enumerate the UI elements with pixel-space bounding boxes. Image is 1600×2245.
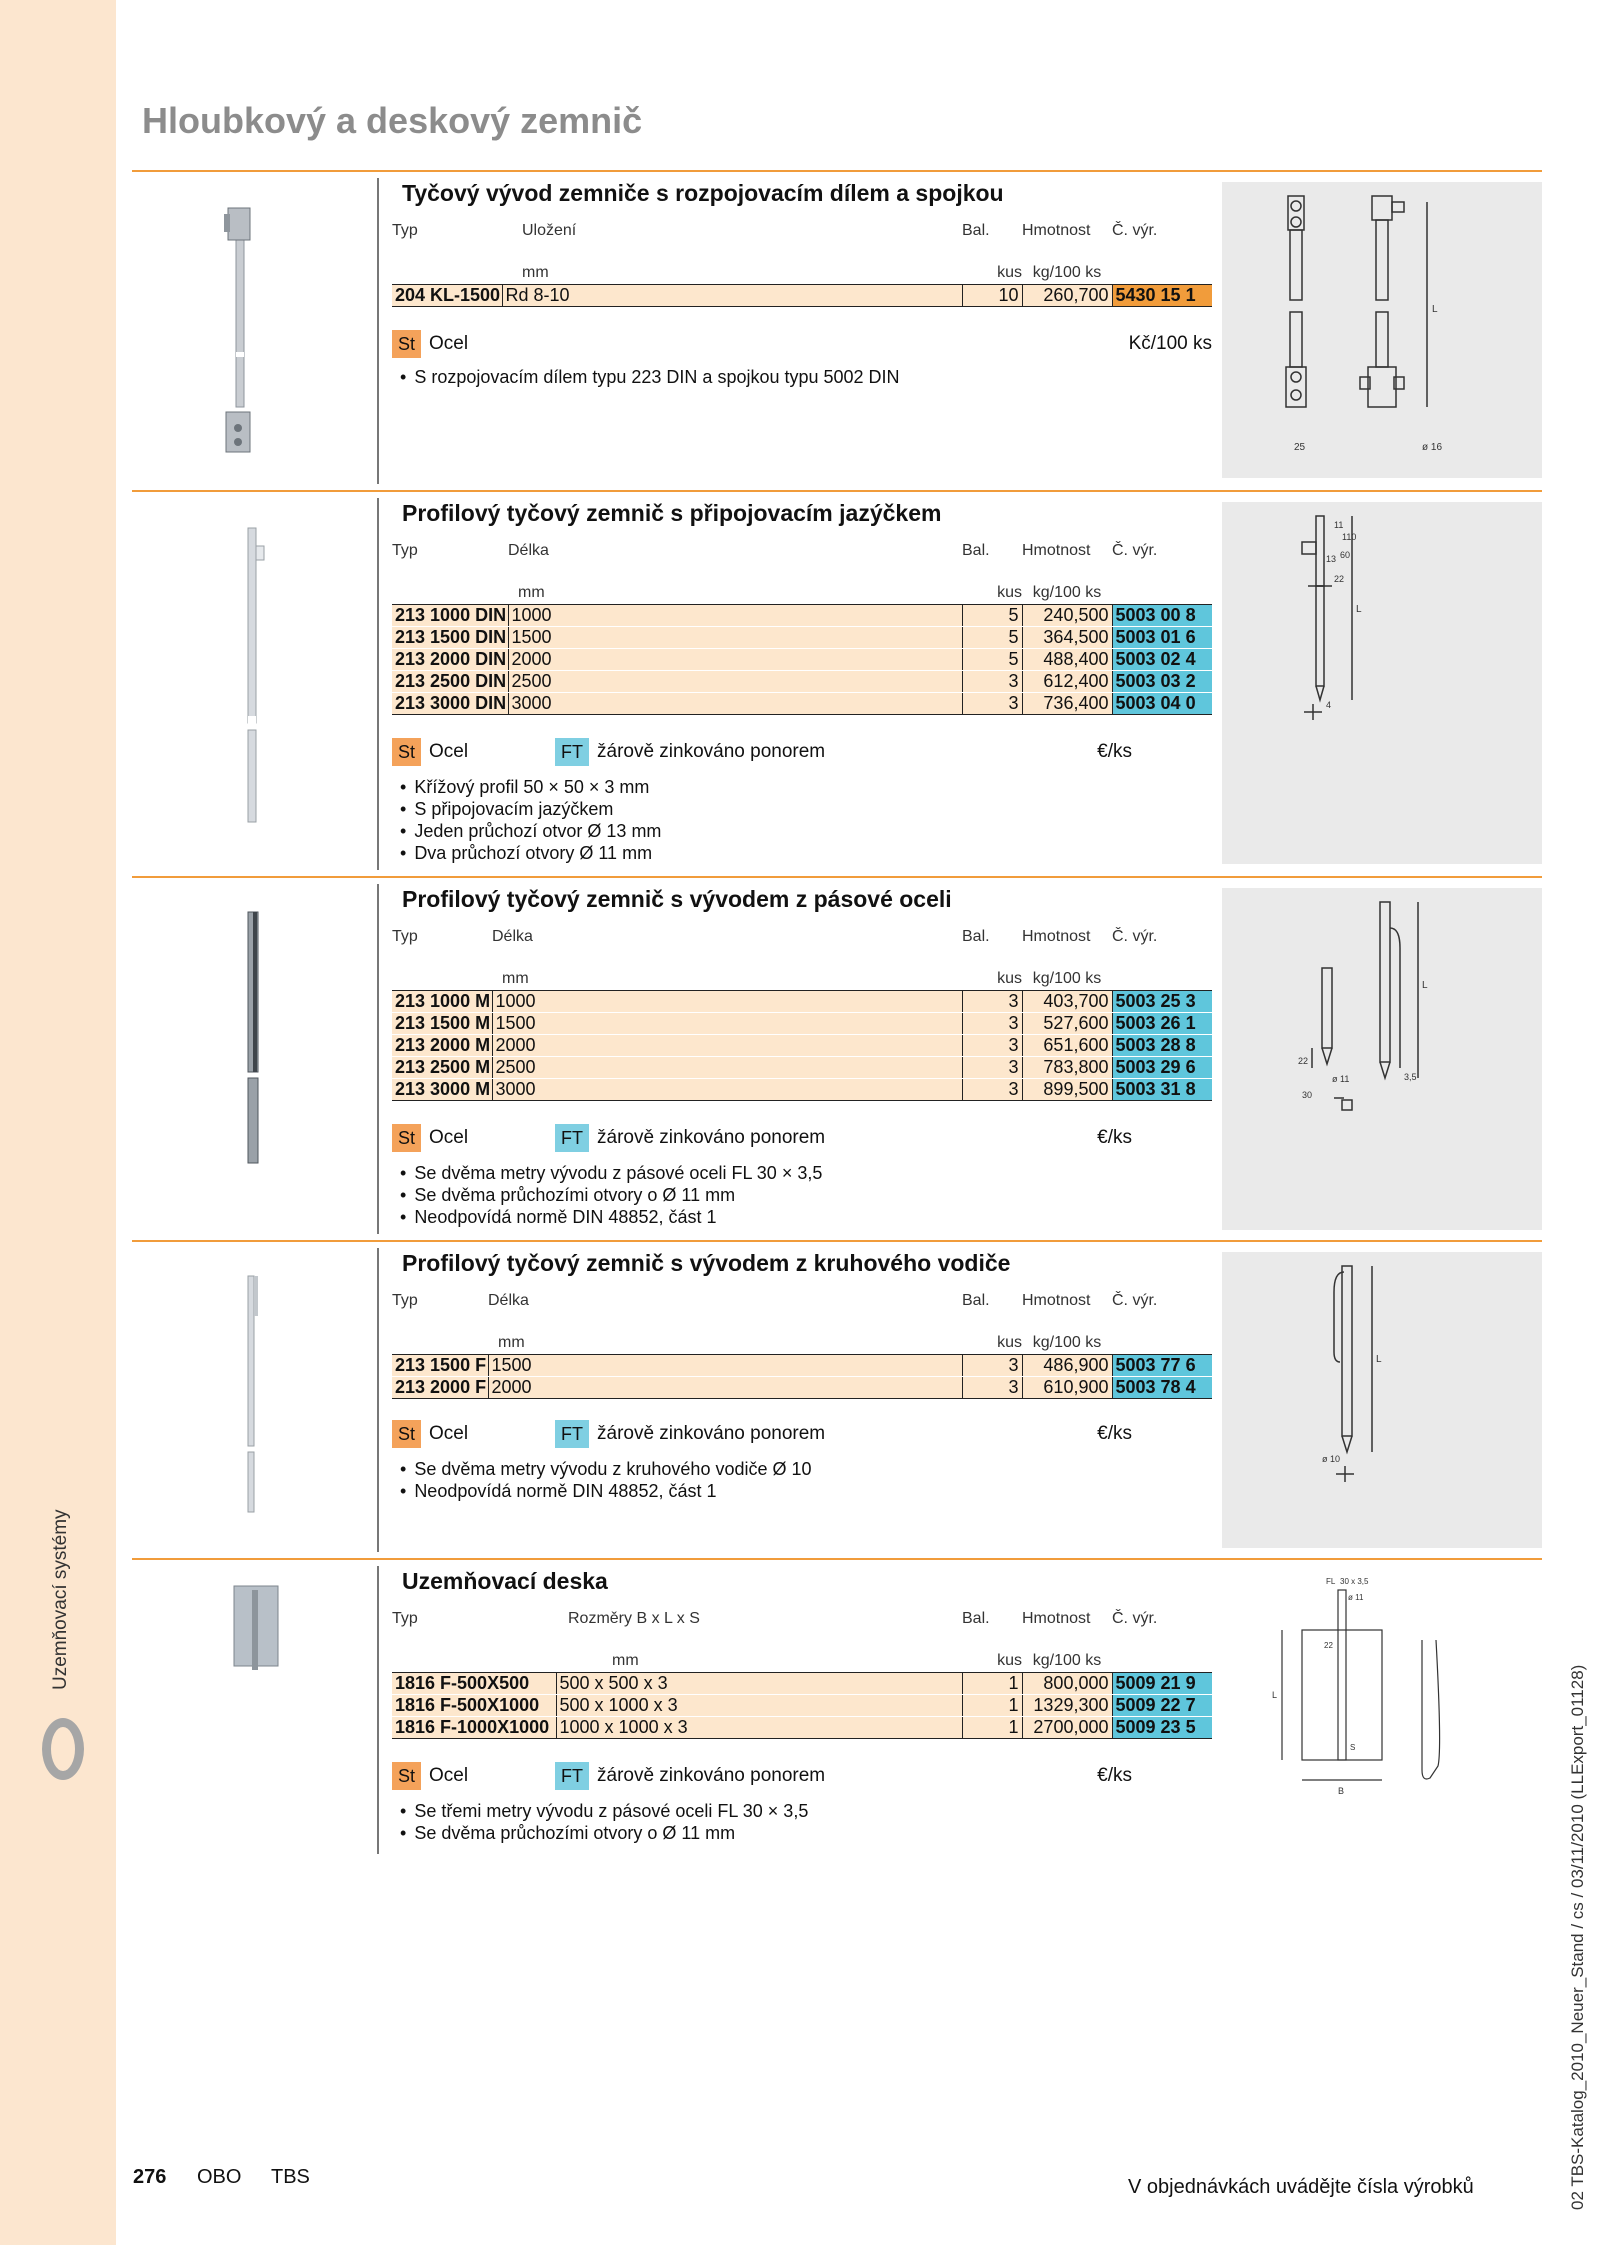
material-st-badge: St: [392, 738, 421, 766]
header-weight: Hmotnost: [1022, 1292, 1091, 1309]
list-item: • Se dvěma metry vývodu z pásové oceli FL 30 × 3,5: [392, 1162, 822, 1184]
section-divider-line: [377, 884, 379, 1234]
unit-article: [1112, 582, 1212, 604]
product-section-5: [132, 1558, 1542, 1858]
section-title: Profilový tyčový zemnič s vývodem z pásové oceli: [402, 886, 952, 912]
unit-article: [1112, 262, 1212, 284]
table-row: [392, 626, 1212, 648]
cell-weight: 800,000: [1022, 1672, 1112, 1694]
drawing-rod-strip: [1222, 888, 1542, 1230]
price-unit: €/ks: [1097, 1423, 1132, 1444]
drawing-rod-wire: [1222, 1252, 1542, 1548]
cell-weight: 486,900: [1022, 1354, 1112, 1376]
table-row: [392, 1078, 1212, 1100]
drawing-label: 11: [1334, 520, 1344, 530]
drawing-label: ø 10: [1322, 1454, 1341, 1464]
cell-value: 500 x 1000 x 3: [556, 1694, 962, 1716]
header-value: Uložení: [522, 222, 577, 239]
footer-brand: OBO: [197, 2166, 242, 2188]
table-row: [392, 604, 1212, 626]
cell-typ: 213 1000 M: [392, 990, 492, 1012]
cell-value: 1000 x 1000 x 3: [556, 1716, 962, 1738]
cell-value: Rd 8-10: [502, 284, 962, 306]
list-item: • Neodpovídá normě DIN 48852, část 1: [392, 1206, 822, 1228]
unit-bal: kus: [962, 262, 1022, 284]
cell-article: 5009 23 5: [1112, 1716, 1212, 1738]
section-title: Profilový tyčový zemnič s připojovacím jazýčkem: [402, 500, 942, 526]
product-table-2: [392, 536, 1212, 715]
technical-drawing-1: [1222, 182, 1542, 478]
page-title: Hloubkový a deskový zemnič: [142, 100, 643, 141]
cell-weight: 1329,300: [1022, 1694, 1112, 1716]
table-row: [392, 648, 1212, 670]
technical-drawing-2: [1222, 502, 1542, 864]
cell-weight: 260,700: [1022, 284, 1112, 306]
cell-typ: 213 2000 F: [392, 1376, 488, 1398]
unit-value: mm: [508, 582, 962, 604]
footer-order-note: V objednávkách uvádějte čísla výrobků: [1128, 2176, 1474, 2198]
unit-value: mm: [492, 968, 962, 990]
unit-bal: kus: [962, 1650, 1022, 1672]
cell-article: 5003 03 2: [1112, 670, 1212, 692]
section-divider-line: [377, 1566, 379, 1854]
cell-value: 2500: [508, 670, 962, 692]
drawing-label: FL: [1326, 1577, 1336, 1586]
cell-weight: 610,900: [1022, 1376, 1112, 1398]
cell-weight: 612,400: [1022, 670, 1112, 692]
material-st-badge: St: [392, 1124, 421, 1152]
header-typ: Typ: [392, 222, 418, 239]
cell-value: 1500: [492, 1012, 962, 1034]
unit-typ: [392, 582, 508, 604]
unit-weight: kg/100 ks: [1022, 968, 1112, 990]
list-item: • Neodpovídá normě DIN 48852, část 1: [392, 1480, 812, 1502]
table-row: [392, 1034, 1212, 1056]
drawing-label: ø 11: [1332, 1074, 1350, 1084]
material-st-label: Ocel: [429, 1423, 469, 1444]
cell-article: 5009 22 7: [1112, 1694, 1212, 1716]
material-st-badge: St: [392, 1420, 421, 1448]
technical-drawing-3: [1222, 888, 1542, 1230]
cell-article: 5003 00 8: [1112, 604, 1212, 626]
cell-value: 3000: [492, 1078, 962, 1100]
table-row: [392, 1376, 1212, 1398]
product-photo-3: [132, 878, 378, 1238]
feature-list: [392, 1162, 822, 1228]
cell-typ: 213 2000 M: [392, 1034, 492, 1056]
price-unit: €/ks: [1097, 1765, 1132, 1786]
cell-value: 2000: [508, 648, 962, 670]
drawing-label: L: [1272, 1690, 1278, 1700]
cell-weight: 527,600: [1022, 1012, 1112, 1034]
list-item: • Se dvěma průchozími otvory o Ø 11 mm: [392, 1184, 822, 1206]
unit-bal: kus: [962, 1332, 1022, 1354]
list-item: • S rozpojovacím dílem typu 223 DIN a spojkou typu 5002 DIN: [392, 366, 900, 388]
cell-bal: 1: [962, 1716, 1022, 1738]
left-color-strip: [0, 0, 116, 2245]
cell-article: 5003 29 6: [1112, 1056, 1212, 1078]
unit-weight: kg/100 ks: [1022, 1332, 1112, 1354]
header-typ: Typ: [392, 1292, 418, 1309]
cell-weight: 736,400: [1022, 692, 1112, 714]
cell-article: 5003 04 0: [1112, 692, 1212, 714]
drawing-rod-clamp: [1222, 182, 1542, 478]
header-typ: Typ: [392, 1610, 418, 1627]
cell-weight: 403,700: [1022, 990, 1112, 1012]
drawing-label: 22: [1334, 574, 1345, 584]
price-unit: €/ks: [1097, 741, 1132, 762]
cell-article: 5003 78 4: [1112, 1376, 1212, 1398]
page-number: 276: [133, 2166, 167, 2188]
header-weight: Hmotnost: [1022, 222, 1091, 239]
unit-weight: kg/100 ks: [1022, 582, 1112, 604]
cell-article: 5009 21 9: [1112, 1672, 1212, 1694]
table-row: [392, 990, 1212, 1012]
cell-article: 5003 28 8: [1112, 1034, 1212, 1056]
list-item: • S připojovacím jazýčkem: [392, 798, 661, 820]
header-bal: Bal.: [962, 1610, 990, 1627]
table-row: [392, 1672, 1212, 1694]
product-photo-cross-profile-rod: [132, 492, 378, 872]
cell-value: 3000: [508, 692, 962, 714]
drawing-label: B: [1338, 1786, 1345, 1796]
product-table-3: [392, 922, 1212, 1101]
unit-value: mm: [556, 1650, 962, 1672]
product-photo-1: [132, 172, 378, 488]
technical-drawing-4: [1222, 1252, 1542, 1548]
table-row: [392, 1056, 1212, 1078]
cell-article: 5003 02 4: [1112, 648, 1212, 670]
drawing-label: 30 x 3,5: [1340, 1577, 1369, 1586]
cell-typ: 213 1500 F: [392, 1354, 488, 1376]
header-weight: Hmotnost: [1022, 928, 1091, 945]
drawing-label: 60: [1340, 550, 1351, 560]
cell-typ: 213 2000 DIN: [392, 648, 508, 670]
cell-bal: 5: [962, 604, 1022, 626]
cell-bal: 3: [962, 1012, 1022, 1034]
drawing-label: L: [1356, 604, 1362, 615]
obo-ring-logo: [42, 1718, 84, 1780]
cell-value: 1500: [508, 626, 962, 648]
drawing-label: 13: [1326, 554, 1337, 564]
unit-value: mm: [488, 1332, 962, 1354]
side-section-label: Uzemňovací systémy: [50, 1509, 71, 1690]
cell-weight: 488,400: [1022, 648, 1112, 670]
cell-article: 5003 25 3: [1112, 990, 1212, 1012]
section-divider-line: [377, 1248, 379, 1552]
cell-typ: 1816 F-1000X1000: [392, 1716, 556, 1738]
material-ft-label: žárově zinkováno ponorem: [597, 1765, 826, 1786]
cell-value: 1000: [492, 990, 962, 1012]
header-bal: Bal.: [962, 222, 990, 239]
table-row: [392, 1694, 1212, 1716]
cell-weight: 240,500: [1022, 604, 1112, 626]
drawing-label: 30: [1302, 1090, 1313, 1100]
cell-bal: 3: [962, 670, 1022, 692]
list-item: • Se dvěma průchozími otvory o Ø 11 mm: [392, 1822, 808, 1844]
material-ft-label: žárově zinkováno ponorem: [597, 1127, 826, 1148]
header-value: Délka: [488, 1292, 529, 1309]
material-ft-label: žárově zinkováno ponorem: [597, 741, 826, 762]
cell-weight: 364,500: [1022, 626, 1112, 648]
product-table-5: [392, 1604, 1212, 1739]
unit-typ: [392, 1650, 556, 1672]
section-divider-line: [377, 178, 379, 484]
header-bal: Bal.: [962, 1292, 990, 1309]
drawing-label: ø 11: [1348, 1593, 1364, 1602]
header-value: Rozměry B x L x S: [568, 1610, 700, 1627]
header-typ: Typ: [392, 928, 418, 945]
unit-value: mm: [502, 262, 962, 284]
material-ft-badge: FT: [555, 1124, 589, 1152]
header-value: Délka: [492, 928, 533, 945]
header-bal: Bal.: [962, 928, 990, 945]
cell-value: 500 x 500 x 3: [556, 1672, 962, 1694]
header-article: Č. výr.: [1112, 1610, 1158, 1627]
material-st-badge: St: [392, 330, 421, 358]
cell-typ: 204 KL-1500: [392, 284, 502, 306]
list-item: • Jeden průchozí otvor Ø 13 mm: [392, 820, 661, 842]
price-unit: Kč/100 ks: [1128, 333, 1212, 354]
product-photo-rod-with-wire: [132, 1242, 378, 1558]
cell-typ: 213 2500 DIN: [392, 670, 508, 692]
material-st-label: Ocel: [429, 333, 469, 354]
unit-typ: [392, 1332, 488, 1354]
drawing-label: 22: [1298, 1056, 1309, 1066]
cell-bal: 3: [962, 1376, 1022, 1398]
drawing-label: S: [1350, 1743, 1356, 1752]
cell-bal: 1: [962, 1694, 1022, 1716]
list-item: • Se třemi metry vývodu z pásové oceli FL 30 × 3,5: [392, 1800, 808, 1822]
section-title: Tyčový vývod zemniče s rozpojovacím dílem a spojkou: [402, 180, 1004, 206]
drawing-label: 22: [1324, 1641, 1333, 1650]
cell-bal: 3: [962, 1078, 1022, 1100]
material-row: [392, 330, 1212, 358]
list-item: • Křížový profil 50 × 50 × 3 mm: [392, 776, 661, 798]
header-article: Č. výr.: [1112, 222, 1158, 239]
header-article: Č. výr.: [1112, 1292, 1158, 1309]
header-weight: Hmotnost: [1022, 542, 1091, 559]
cell-article: 5003 77 6: [1112, 1354, 1212, 1376]
cell-typ: 213 1500 DIN: [392, 626, 508, 648]
product-photo-4: [132, 1242, 378, 1556]
cell-article: 5430 15 1: [1112, 284, 1212, 306]
price-unit: €/ks: [1097, 1127, 1132, 1148]
cell-bal: 5: [962, 626, 1022, 648]
product-photo-rod-with-clamp: [132, 172, 378, 472]
unit-bal: kus: [962, 968, 1022, 990]
header-typ: Typ: [392, 542, 418, 559]
product-photo-2: [132, 492, 378, 874]
product-section-4: [132, 1240, 1542, 1556]
material-row: [392, 1762, 1212, 1790]
header-article: Č. výr.: [1112, 542, 1158, 559]
drawing-label: L: [1432, 304, 1438, 315]
drawing-label: L: [1376, 1354, 1382, 1365]
cell-weight: 2700,000: [1022, 1716, 1112, 1738]
material-st-label: Ocel: [429, 741, 469, 762]
material-ft-badge: FT: [555, 1420, 589, 1448]
header-weight: Hmotnost: [1022, 1610, 1091, 1627]
header-bal: Bal.: [962, 542, 990, 559]
unit-article: [1112, 968, 1212, 990]
drawing-label: 110: [1342, 532, 1357, 542]
product-photo-5: [132, 1560, 378, 1858]
table-row: [392, 1012, 1212, 1034]
cell-typ: 1816 F-500X1000: [392, 1694, 556, 1716]
product-photo-rod-with-strip: [132, 878, 378, 1238]
material-ft-badge: FT: [555, 738, 589, 766]
material-row: [392, 1420, 1212, 1448]
cell-weight: 783,800: [1022, 1056, 1112, 1078]
list-item: • Dva průchozí otvory Ø 11 mm: [392, 842, 661, 864]
technical-drawing-5: [1222, 1570, 1542, 1820]
drawing-label: 25: [1294, 442, 1306, 453]
product-section-3: [132, 876, 1542, 1238]
drawing-cross-profile-rod: [1222, 502, 1542, 864]
header-value: Délka: [508, 542, 549, 559]
cell-bal: 3: [962, 1354, 1022, 1376]
unit-bal: kus: [962, 582, 1022, 604]
product-photo-earthing-plate: [132, 1560, 378, 1860]
drawing-label: 4: [1326, 700, 1332, 710]
unit-typ: [392, 262, 502, 284]
cell-bal: 1: [962, 1672, 1022, 1694]
cell-typ: 213 1500 M: [392, 1012, 492, 1034]
unit-typ: [392, 968, 492, 990]
cell-value: 2000: [492, 1034, 962, 1056]
cell-bal: 3: [962, 1056, 1022, 1078]
cell-value: 2500: [492, 1056, 962, 1078]
cell-bal: 3: [962, 990, 1022, 1012]
list-item: • Se dvěma metry vývodu z kruhového vodiče Ø 10: [392, 1458, 812, 1480]
table-row: [392, 1354, 1212, 1376]
feature-list: [392, 776, 661, 864]
table-row: [392, 284, 1212, 306]
table-row: [392, 1716, 1212, 1738]
cell-bal: 3: [962, 692, 1022, 714]
cell-value: 1500: [488, 1354, 962, 1376]
section-title: Uzemňovací deska: [402, 1568, 608, 1594]
cell-article: 5003 01 6: [1112, 626, 1212, 648]
unit-article: [1112, 1332, 1212, 1354]
cell-weight: 899,500: [1022, 1078, 1112, 1100]
feature-list: [392, 366, 900, 388]
material-st-badge: St: [392, 1762, 421, 1790]
section-divider-line: [377, 498, 379, 870]
feature-list: [392, 1458, 812, 1502]
cell-bal: 3: [962, 1034, 1022, 1056]
unit-weight: kg/100 ks: [1022, 1650, 1112, 1672]
cell-typ: 213 3000 M: [392, 1078, 492, 1100]
material-row: [392, 1124, 1212, 1152]
feature-list: [392, 1800, 808, 1844]
unit-article: [1112, 1650, 1212, 1672]
material-row: [392, 738, 1212, 766]
cell-value: 1000: [508, 604, 962, 626]
cell-typ: 213 2500 M: [392, 1056, 492, 1078]
product-section-1: [132, 170, 1542, 488]
cell-value: 2000: [488, 1376, 962, 1398]
cell-bal: 5: [962, 648, 1022, 670]
catalog-code: 02 TBS-Katalog_2010_Neuer_Stand / cs / 03/11/2010 (LLExport_01128): [1568, 1664, 1587, 2210]
product-table-4: [392, 1286, 1212, 1399]
material-st-label: Ocel: [429, 1765, 469, 1786]
material-st-label: Ocel: [429, 1127, 469, 1148]
cell-typ: 213 3000 DIN: [392, 692, 508, 714]
drawing-label: ø 16: [1422, 442, 1443, 453]
footer-catalog: TBS: [271, 2166, 310, 2188]
material-ft-badge: FT: [555, 1762, 589, 1790]
drawing-label: 3,5: [1404, 1072, 1417, 1082]
table-row: [392, 670, 1212, 692]
drawing-label: L: [1422, 980, 1428, 991]
material-ft-label: žárově zinkováno ponorem: [597, 1423, 826, 1444]
cell-article: 5003 31 8: [1112, 1078, 1212, 1100]
unit-weight: kg/100 ks: [1022, 262, 1112, 284]
cell-typ: 1816 F-500X500: [392, 1672, 556, 1694]
section-title: Profilový tyčový zemnič s vývodem z kruhového vodiče: [402, 1250, 1011, 1276]
product-section-2: [132, 490, 1542, 874]
table-row: [392, 692, 1212, 714]
drawing-earthing-plate: [1222, 1570, 1542, 1820]
product-table-1: [392, 216, 1212, 307]
cell-typ: 213 1000 DIN: [392, 604, 508, 626]
cell-article: 5003 26 1: [1112, 1012, 1212, 1034]
cell-weight: 651,600: [1022, 1034, 1112, 1056]
cell-bal: 10: [962, 284, 1022, 306]
header-article: Č. výr.: [1112, 928, 1158, 945]
